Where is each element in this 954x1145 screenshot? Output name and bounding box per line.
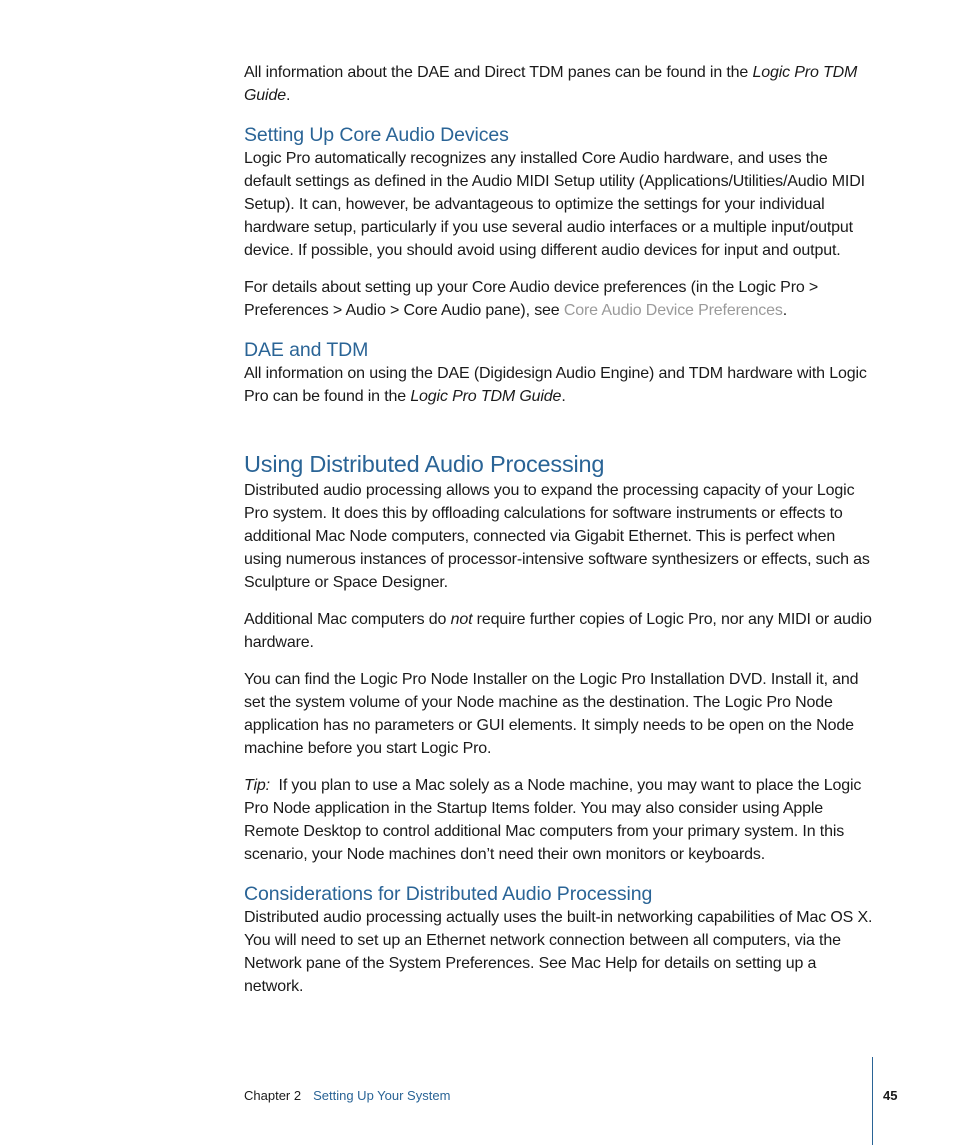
dae-tdm-text-end: . [561,388,566,405]
footer-divider [872,1057,873,1145]
considerations-paragraph: Distributed audio processing actually uses the built-in networking capabilities of Mac OS X. You will need to set up an Ethernet network connection between all computers, via the Network pane of the System Preferences. See Mac Help for details on setting up a network. [244,909,873,995]
heading-considerations: Considerations for Distributed Audio Processing [244,883,653,905]
heading-dae-and-tdm: DAE and TDM [244,339,369,361]
tip-label: Tip: [244,777,270,794]
page-footer [244,1087,450,1104]
tip-paragraph [244,774,876,866]
page-content [244,61,876,998]
distributed-p2-emphasis: not [450,611,473,628]
dae-tdm-guide-title: Logic Pro TDM Guide [410,388,562,405]
heading-setting-up-core-audio: Setting Up Core Audio Devices [244,124,509,146]
intro-guide-title: Logic Pro TDM Guide [244,64,858,104]
core-audio-device-preferences-link[interactable]: Core Audio Device Preferences [563,302,783,319]
distributed-p2-text: Additional Mac computers do [244,611,451,628]
intro-text-end: . [285,87,291,104]
core-audio-p2-text: For details about setting up your Core Audio device preferences (in the Logic Pro > Preferences > Audio > Core Audio pane), see [244,279,819,319]
footer-chapter-title[interactable]: Setting Up Your System [313,1088,451,1103]
intro-text: All information about the DAE and Direct TDM panes can be found in the [244,64,753,81]
footer-chapter: Chapter 2 [244,1088,302,1103]
core-audio-paragraph-1: Logic Pro automatically recognizes any installed Core Audio hardware, and uses the default settings as defined in the Audio MIDI Setup utility (Applications/Utilities/Audio MIDI Setup). It can, however, be advantageous to optimize the settings for your individual hardware setup, particularly if you use several audio interfaces or a multiple input/output device. If possible, you should avoid using different audio devices for input and output. [244,150,865,259]
core-audio-paragraph-2 [244,276,876,322]
dae-tdm-text: All information on using the DAE (Digidesign Audio Engine) and TDM hardware with Logic Pro can be found in the [244,365,867,405]
distributed-paragraph-3: You can find the Logic Pro Node Installer on the Logic Pro Installation DVD. Install it, and set the system volume of your Node machine as the destination. The Logic Pro Node application has no parameters or GUI elements. It simply needs to be open on the Node machine before you start Logic Pro. [244,671,859,757]
distributed-paragraph-2 [244,608,876,654]
heading-using-distributed-audio-processing: Using Distributed Audio Processing [244,451,605,477]
tip-text: If you plan to use a Mac solely as a Node machine, you may want to place the Logic Pro Node application in the Startup Items folder. You may also consider using Apple Remote Desktop to control additional Mac computers from your primary system. In this scenario, your Node machines don’t need their own monitors or keyboards. [244,777,862,863]
core-audio-p2-end: . [782,302,788,319]
distributed-paragraph-1: Distributed audio processing allows you to expand the processing capacity of your Logic Pro system. It does this by offloading calculations for software instruments or effects to additional Mac Node computers, connected via Gigabit Ethernet. This is perfect when using numerous instances of processor-intensive software synthesizers or effects, such as Sculpture or Space Designer. [244,482,870,591]
dae-tdm-paragraph [244,362,876,408]
page-number: 45 [883,1088,898,1103]
intro-paragraph [244,61,876,107]
distributed-p2-end: require further copies of Logic Pro, nor any MIDI or audio hardware. [244,611,872,651]
